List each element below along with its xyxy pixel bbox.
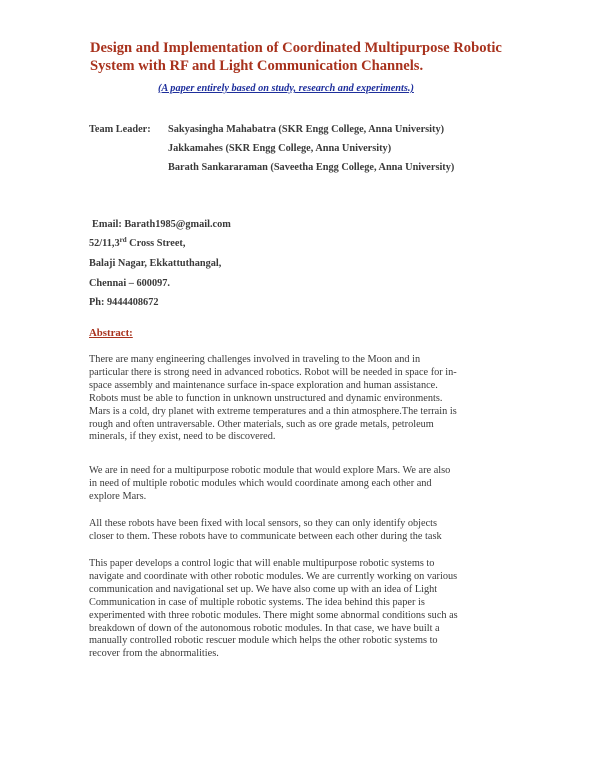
abstract-paragraph	[89, 518, 533, 544]
abstract-paragraph	[89, 354, 533, 444]
paragraph-line: We are in need for a multipurpose robotic module that would explore Mars. We are also	[89, 465, 451, 476]
contact-area: Balaji Nagar, Ekkattuthangal,	[89, 258, 222, 269]
paragraph-line: recover from the abnormalities.	[89, 648, 219, 660]
paragraph-line: experimented with three robotic modules. There might some abnormal conditions such as	[89, 609, 458, 621]
abstract-paragraph	[89, 465, 533, 504]
address-ordinal-suffix: rd	[119, 236, 127, 244]
paragraph-line: particular there is strong need in advanced robotics. Robot will be needed in space for in-	[89, 366, 457, 378]
paragraph-line: Mars is a cold, dry planet with extreme temperatures and a thin atmosphere.The terrain is	[89, 405, 457, 417]
paper-title: Design and Implementation of Coordinated Multipurpose Robotic System with RF and Light Communication Channels.	[90, 40, 502, 74]
paragraph-line: communication and navigational set up. We have also come up with an idea of Light	[89, 583, 438, 595]
abstract-heading: Abstract:	[89, 327, 133, 339]
team-leader-label: Team Leader:	[89, 124, 151, 135]
contact-city: Chennai – 600097.	[89, 278, 170, 289]
paragraph-line: navigate and coordinate with other robotic modules. We are currently working on various	[89, 570, 458, 582]
address-street: Cross Street,	[126, 238, 186, 249]
contact-address-line	[89, 238, 185, 249]
paragraph-line: in need of multiple robotic modules which would coordinate among each other and	[89, 477, 432, 489]
paragraph-line: Robots must be able to function in unknown unstructured and dynamic environments.	[89, 392, 443, 404]
team-member: Jakkamahes (SKR Engg College, Anna University)	[168, 143, 392, 154]
contact-phone: Ph: 9444408672	[89, 297, 159, 308]
paragraph-line: rough and often untraversable. Other materials, such as ore grade metals, petroleum	[89, 418, 434, 430]
paragraph-line: This paper develops a control logic that will enable multipurpose robotic systems to	[89, 558, 435, 569]
team-leader-line	[89, 124, 444, 135]
abstract-paragraph	[89, 558, 533, 661]
paragraph-line: space assembly and maintenance surface in-space exploration and human assistance.	[89, 379, 438, 391]
paragraph-line: manually controlled robotic rescuer module which helps the other robotic systems to	[89, 635, 438, 647]
paragraph-line: All these robots have been fixed with local sensors, so they can only identify objects	[89, 518, 438, 529]
paragraph-line: Communication in case of multiple robotic systems. The idea behind this paper is	[89, 596, 425, 608]
contact-email: Email: Barath1985@gmail.com	[92, 219, 231, 230]
paragraph-line: minerals, if they exist, need to be discovered.	[89, 431, 276, 443]
paragraph-line: closer to them. These robots have to communicate between each other during the task	[89, 530, 442, 542]
team-member: Sakyasingha Mahabatra (SKR Engg College, Anna University)	[168, 124, 445, 135]
paragraph-line: breakdown of down of the autonomous robotic modules. In that case, we have built a	[89, 622, 440, 634]
paragraph-line: There are many engineering challenges involved in traveling to the Moon and in	[89, 354, 421, 365]
address-number: 52/11,3	[89, 238, 120, 249]
paragraph-line: explore Mars.	[89, 490, 147, 502]
paper-subtitle: (A paper entirely based on study, research and experiments.)	[158, 83, 414, 94]
team-member: Barath Sankararaman (Saveetha Engg College, Anna University)	[168, 162, 455, 173]
